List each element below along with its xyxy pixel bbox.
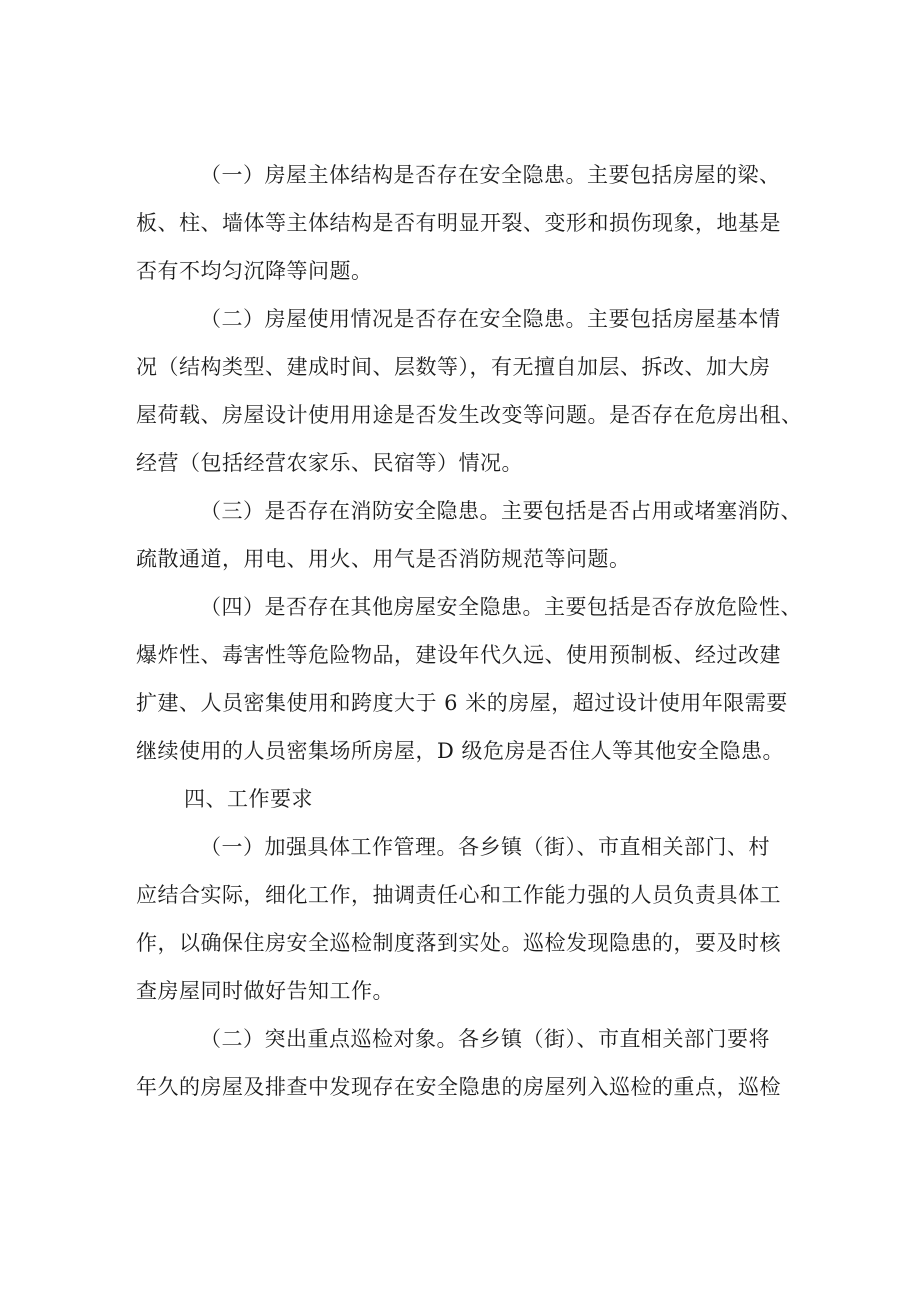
paragraph-other-safety: [136, 592, 802, 784]
text-line: （一）加强具体工作管理。各乡镇（街）、市直相关部门、村: [200, 835, 770, 859]
document-body: [136, 160, 803, 1120]
paragraph-usage-safety: [136, 304, 803, 496]
text-line: 查房屋同时做好告知工作。: [136, 979, 394, 1003]
text-line: （三）是否存在消防安全隐患。主要包括是否占用或堵塞消防、: [200, 499, 802, 523]
paragraph-key-inspection-targets: [136, 1024, 790, 1120]
text-line: （四）是否存在其他房屋安全隐患。主要包括是否存放危险性、: [200, 595, 802, 619]
text-line: 继续使用的人员密集场所房屋，D 级危房是否住人等其他安全隐患。: [136, 739, 785, 763]
text-line: 扩建、人员密集使用和跨度大于 6 米的房屋，超过设计使用年限需要: [136, 691, 788, 715]
section-heading: 四、工作要求: [184, 787, 313, 811]
text-line: 年久的房屋及排查中发现存在安全隐患的房屋列入巡检的重点，巡检: [136, 1075, 781, 1099]
text-line: 否有不均匀沉降等问题。: [136, 259, 373, 283]
text-line: （二）突出重点巡检对象。各乡镇（街）、市直相关部门要将: [200, 1027, 770, 1051]
text-line: 经营（包括经营农家乐、民宿等）情况。: [136, 451, 523, 475]
text-line: （一）房屋主体结构是否存在安全隐患。主要包括房屋的梁、: [200, 163, 781, 187]
text-line: 作，以确保住房安全巡检制度落到实处。巡检发现隐患的，要及时核: [136, 931, 781, 955]
text-line: 疏散通道，用电、用火、用气是否消防规范等问题。: [136, 547, 631, 571]
text-line: （二）房屋使用情况是否存在安全隐患。主要包括房屋基本情: [200, 307, 781, 331]
paragraph-fire-safety: [136, 496, 802, 592]
paragraph-strengthen-management: [136, 832, 790, 1024]
text-line: 板、柱、墙体等主体结构是否有明显开裂、变形和损伤现象，地基是: [136, 211, 781, 235]
text-line: 应结合实际，细化工作，抽调责任心和工作能力强的人员负责具体工: [136, 883, 781, 907]
text-line: 屋荷载、房屋设计使用用途是否发生改变等问题。是否存在危房出租、: [136, 403, 803, 427]
text-line: 况（结构类型、建成时间、层数等），有无擅自加层、拆改、加大房: [136, 355, 771, 379]
section-heading-work-requirements: [136, 784, 790, 832]
paragraph-structure-safety: [136, 160, 790, 304]
text-line: 爆炸性、毒害性等危险物品，建设年代久远、使用预制板、经过改建: [136, 643, 781, 667]
